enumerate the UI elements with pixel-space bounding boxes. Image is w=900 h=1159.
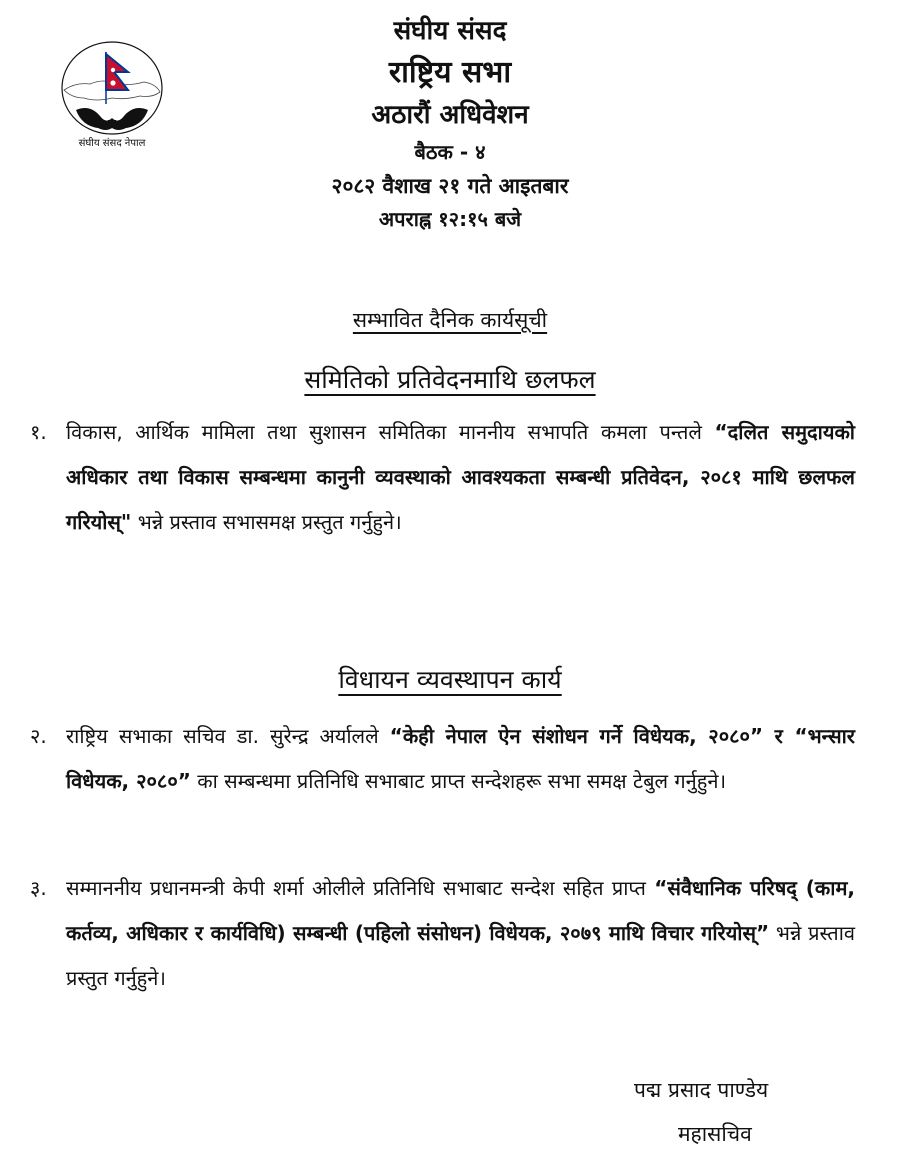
agenda-item-1 [30,410,855,545]
item-text-pre: सम्माननीय प्रधानमन्त्री केपी शर्मा ओलीले प्रतिनिधि सभाबाट सन्देश सहित प्राप्त [66,876,655,900]
section-title-legislation: विधायन व्यवस्थापन कार्य [338,665,562,694]
item-text-bold: “केही नेपाल ऐन संशोधन गर्ने विधेयक, २०८०” र “भन्सार विधेयक, २०८०” [66,724,855,793]
item-text-bold: “दलित समुदायको अधिकार तथा विकास सम्बन्धमा कानुनी व्यवस्थाको आवश्यकता सम्बन्धी प्रतिवेदन, २०८१ माथि छलफल गरियोस्" [66,420,855,534]
signatory-title: महासचिव [678,1122,752,1146]
item-number: ३. [30,876,47,900]
item-text-post: भन्ने प्रस्ताव सभासमक्ष प्रस्तुत गर्नुहुने। [131,510,402,534]
signatory-name: पद्म प्रसाद पाण्डेय [634,1078,769,1102]
header-national-assembly: राष्ट्रिय सभा [388,55,512,90]
item-number: २. [30,724,47,748]
document-header [0,18,900,229]
header-meeting: बैठक - ४ [414,140,486,164]
logo-caption: संघीय संसद नेपाल [78,138,146,149]
item-text-post: का सम्बन्धमा प्रतिनिधि सभाबाट प्राप्त सन्देशहरू सभा समक्ष टेबुल गर्नुहुने। [190,769,727,793]
section-title-committee-report: समितिको प्रतिवेदनमाथि छलफल [304,365,596,394]
agenda-item-2 [30,714,855,804]
item-text-post: भन्ने प्रस्ताव प्रस्तुत गर्नुहुने। [66,921,855,990]
agenda-title: सम्भावित दैनिक कार्यसूची [352,308,548,332]
header-session: अठारौं अधिवेशन [371,100,529,130]
item-text-bold: “संवैधानिक परिषद् (काम, कर्तव्य, अधिकार र कार्यविधि) सम्बन्धी (पहिलो संसोधन) विधेयक, २०७९ माथि विचार गरियोस्” [66,876,855,945]
header-time: अपराह्न १२:१५ बजे [378,207,522,231]
item-text-pre: विकास, आर्थिक मामिला तथा सुशासन समितिका माननीय सभापति कमला पन्तले [66,420,715,444]
agenda-item-3 [30,866,855,1001]
header-date: २०८२ वैशाख २१ गते आइतबार [331,174,569,198]
item-text-pre: राष्ट्रिय सभाका सचिव डा. सुरेन्द्र अर्यालले [66,724,390,748]
header-parliament: संघीय संसद [393,16,507,46]
item-number: १. [30,420,47,444]
